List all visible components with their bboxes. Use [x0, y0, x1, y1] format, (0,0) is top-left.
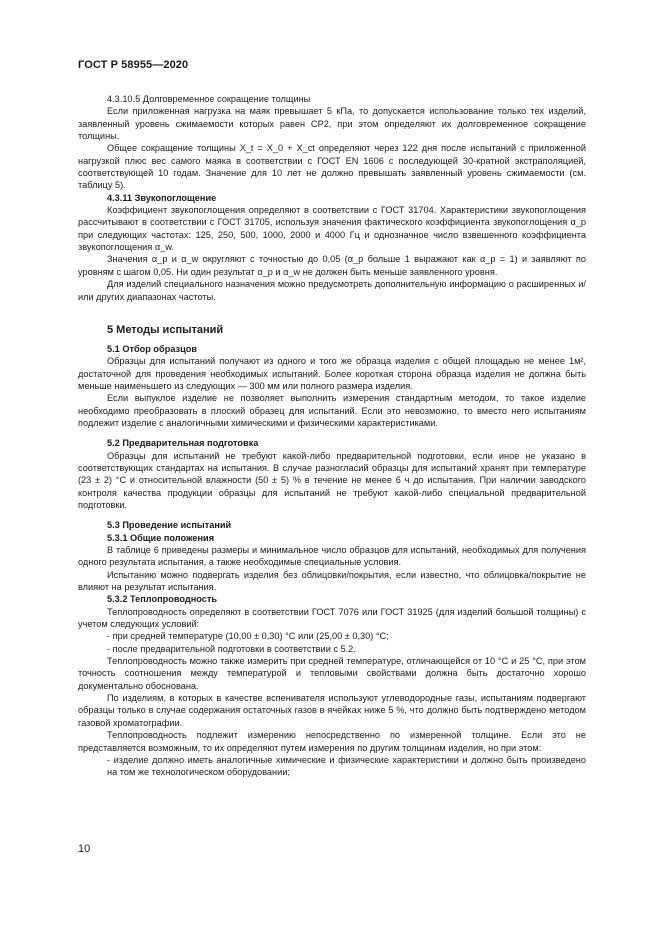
paragraph: Теплопроводность подлежит измерению непосредственно по измеренной толщине. Если это не представляется возможным, то их определяют путем измерения по другим толщинам изделия, но при этом: — [78, 730, 586, 753]
paragraph: По изделиям, в которых в качестве вспенивателя используют углеводородные газы, испытаниям подвергают образцы только в случае содержания остаточных газов в ячейках ниже 5 %, что должно быть подтверждено методом газовой хроматографии. — [78, 693, 586, 728]
paragraph: В таблице 6 приведены размеры и минимальное число образцов для испытаний, необходимых для получения одного результата испытания, а также необходимые специальные условия. — [78, 545, 586, 568]
list-item: - при средней температуре (10,00 ± 0,30) °С или (25,00 ± 0,30) °С; — [107, 631, 389, 642]
heading-5-3-2: 5.3.2 Теплопроводность — [107, 594, 218, 605]
paragraph: Коэффициент звукопоглощения определяют в соответствии с ГОСТ 31704. Характеристики звукопоглощения рассчитывают в соответствии с ГОСТ 31705, используя значения фактического коэффициента звукопоглощения α_p при следующих частотах: 125, 250, 500, 1000, 2000 и 4000 Гц и однозначное число взвешенного коэффициента звукопоглощения α_w. — [78, 205, 586, 253]
heading-5-1: 5.1 Отбор образцов — [107, 343, 198, 354]
paragraph: Значения α_p и α_w округляют с точностью до 0,05 (α_p больше 1 выражают как α_p = 1) и заявляют по уровням с шагом 0,05. Ни один результат α_p и α_w не должен быть меньше заявленного уровня. — [78, 254, 586, 277]
paragraph: Образцы для испытаний не требуют какой-либо предварительной подготовки, если иное не указано в соответствующих стандартах на испытания. В случае разногласий образцы для испытаний хранят при температуре (23 ± 2) °С и относительной влажности (50 ± 5) % в течение не менее 6 ч до испытания. При наличии заводского контроля качества продукции образцы для испытаний не требуют какой-либо специальной предварительной подготовки. — [78, 450, 586, 510]
document-body — [78, 93, 586, 779]
heading-4-3-11: 4.3.11 Звукопоглощение — [107, 192, 217, 203]
heading-5-3-1: 5.3.1 Общие положения — [107, 532, 215, 543]
paragraph: Если приложенная нагрузка на маяк превышает 5 кПа, то допускается использование только тех изделий, заявленный уровень сжимаемости которых равен CP2, при этом определяют их долговременное сокращение толщины. — [78, 106, 586, 142]
paragraph: Если выпуклое изделие не позволяет выполнить измерения стандартным методом, то такое изделие необходимо преобразовать в плоский образец для испытаний. Если это невозможно, то вместо него испытаниям подлежит изделие с аналогичными химическими и физическими характеристиками. — [78, 393, 586, 428]
list-item: - после предварительной подготовки в соответствии с 5.2. — [107, 643, 356, 654]
paragraph: Теплопроводность определяют в соответствии ГОСТ 7076 или ГОСТ 31925 (для изделий большой толщины) с учетом следующих условий: — [78, 606, 586, 630]
paragraph: Для изделий специального назначения можно предусмотреть дополнительную информацию о расширенных и/или других диапазонах частоты. — [78, 279, 586, 302]
list-item: - изделие должно иметь аналогичные химические и физические характеристики и должно быть произведено на том же технологическом оборудовании; — [107, 754, 586, 778]
paragraph: Образцы для испытаний получают из одного и того же образца изделия с общей площадью не менее 1м², достаточной для проведения необходимых испытаний. Более короткая сторона образца изделия не должна быть меньше наименьшего из следующих — 300 мм или полного размера изделия. — [78, 356, 586, 391]
paragraph: Испытанию можно подвергать изделия без облицовки/покрытия, если известно, что облицовка/покрытие не влияют на результат испытания. — [78, 569, 586, 593]
page-number: 10 — [78, 843, 91, 855]
paragraph: Теплопроводность можно также измерить при средней температуре, отличающейся от 10 °С и 25 °С, при этом точность соотношения между температурой и тепловыми свойствами должна быть достаточно хорошо документально обоснована. — [78, 656, 586, 691]
heading-5-3: 5.3 Проведение испытаний — [107, 520, 232, 531]
heading-4-3-10-5: 4.3.10.5 Долговременное сокращение толщины — [107, 94, 311, 104]
section-5-heading: 5 Методы испытаний — [107, 323, 224, 336]
standard-designation: ГОСТ Р 58955—2020 — [78, 59, 189, 71]
heading-5-2: 5.2 Предварительная подготовка — [107, 438, 259, 449]
paragraph: Общее сокращение толщины X_t = X_0 + X_ct определяют через 122 дня после испытаний с приложенной нагрузкой плюс вес самого маяка в соответствии с ГОСТ EN 1606 с последующей 30-кратной экстраполяцией, соответствующей 10 годам. Значение для 10 лет не должно превышать заявленный уровень сжимаемости (см. таблицу 5). — [78, 143, 586, 191]
